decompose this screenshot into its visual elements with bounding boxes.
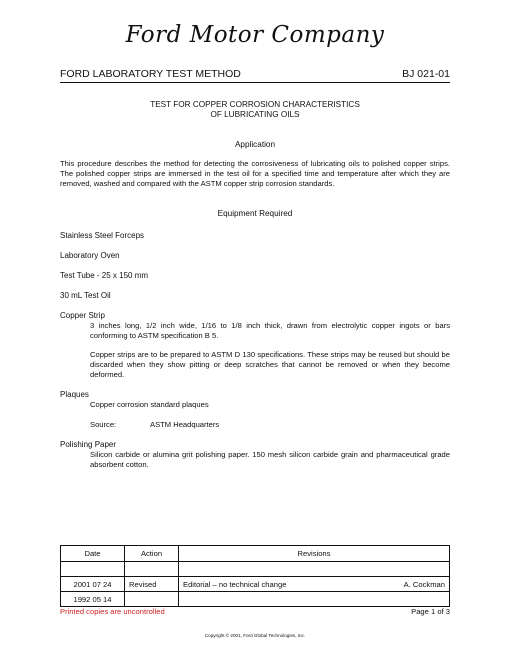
revision-description <box>179 577 450 592</box>
equipment-oven: Laboratory Oven <box>60 251 120 260</box>
equipment-test-oil: 30 mL Test Oil <box>60 291 111 300</box>
revision-action <box>125 592 179 607</box>
revision-action: Revised <box>125 577 179 592</box>
ford-logo: Ford Motor Company <box>125 22 385 48</box>
revision-date: 2001 07 24 <box>61 577 125 592</box>
revisions-column-header: Revisions <box>179 546 450 562</box>
equipment-forceps: Stainless Steel Forceps <box>60 231 145 240</box>
page-number: Page 1 of 3 <box>411 607 450 616</box>
document-header <box>60 68 450 83</box>
revision-text: Editorial – no technical change <box>183 579 287 589</box>
revision-description <box>179 562 450 577</box>
date-column-header: Date <box>61 546 125 562</box>
table-row <box>61 577 450 592</box>
title-line-2: OF LUBRICATING OILS <box>210 110 300 119</box>
copper-strip-preparation: Copper strips are to be prepared to ASTM D 130 specifications. These strips may be reused but should be discarded when they show pitting or deep scratches that cannot be removed or when they become deformed. <box>90 350 450 380</box>
table-row <box>61 562 450 577</box>
table-row <box>61 592 450 607</box>
revision-date: 1992 05 14 <box>61 592 125 607</box>
application-heading: Application <box>234 140 276 149</box>
plaques-source-label: Source: <box>90 420 117 429</box>
revision-description <box>179 592 450 607</box>
plaques-text: Copper corrosion standard plaques <box>90 400 209 409</box>
polishing-paper-label: Polishing Paper <box>60 440 117 449</box>
revision-action <box>125 562 179 577</box>
polishing-paper-text: Silicon carbide or alumina grit polishing paper. 150 mesh silicon carbide grain and pharmaceutical grade absorbent cotton. <box>90 450 450 470</box>
equipment-heading: Equipment Required <box>217 209 293 218</box>
revision-date <box>61 562 125 577</box>
plaques-source-value: ASTM Headquarters <box>150 420 220 429</box>
revisions-header-row <box>61 546 450 562</box>
uncontrolled-notice: Printed copies are uncontrolled <box>60 607 165 616</box>
copyright-notice: Copyright © 2001, Ford Global Technologies, Inc. <box>204 633 306 638</box>
revisions-table <box>60 545 450 607</box>
document-title <box>60 100 450 120</box>
method-code: BJ 021-01 <box>402 68 450 80</box>
revision-author: A. Cockman <box>403 579 445 589</box>
title-line-1: TEST FOR COPPER CORROSION CHARACTERISTICS <box>150 100 360 109</box>
copper-strip-label: Copper Strip <box>60 311 105 320</box>
application-text: This procedure describes the method for detecting the corrosiveness of lubricating oils to polished copper strips. The polished copper strips are immersed in the test oil for a specified time and temperature after which they are removed, washed and compared with the ASTM copper strip corrosion standards. <box>60 159 450 189</box>
copper-strip-description: 3 inches long, 1/2 inch wide, 1/16 to 1/8 inch thick, drawn from electrolytic copper ingots or bars conforming to ASTM specification B 5. <box>90 321 450 341</box>
plaques-label: Plaques <box>60 390 89 399</box>
action-column-header: Action <box>125 546 179 562</box>
equipment-test-tube: Test Tube - 25 x 150 mm <box>60 271 149 280</box>
test-method-label: FORD LABORATORY TEST METHOD <box>60 68 241 80</box>
